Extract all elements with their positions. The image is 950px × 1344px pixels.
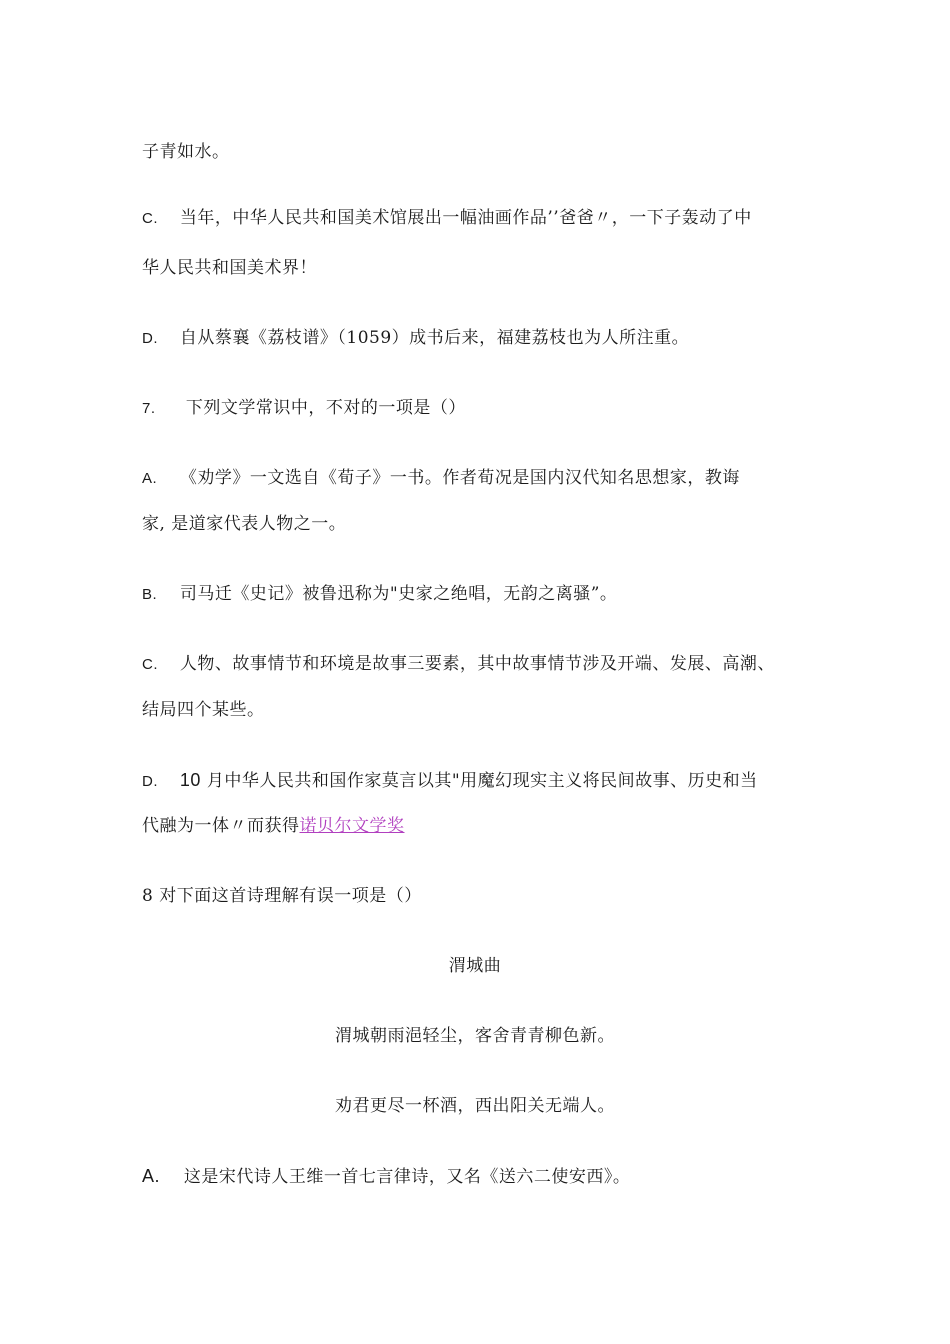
option-label: D. (142, 330, 158, 347)
question-number: 7. (142, 400, 156, 417)
option-d2 (142, 768, 758, 794)
poem-line-text: 劝君更尽一杯酒，西出阳关无端人。 (335, 1096, 615, 1116)
option-b (142, 582, 617, 607)
nobel-prize-link[interactable]: 诺贝尔文学奖 (299, 816, 405, 836)
option-text: 《劝学》一文选自《荀子》一书。作者荀况是国内汉代知名思想家，教诲 (179, 468, 740, 488)
option-d (142, 326, 689, 351)
poem-title-text: 渭城曲 (448, 956, 502, 976)
option-text: 家, 是道家代表人物之一。 (142, 514, 347, 534)
text-line (142, 140, 230, 164)
option-text: 华人民共和国美术界！ (142, 258, 317, 278)
option-label: A. (142, 1166, 161, 1186)
option-label: C. (142, 656, 158, 673)
option-text: 月中华人民共和国作家莫言以其"用魔幻现实主义将民间故事、历史和当 (206, 771, 758, 791)
option-text: 代融为一体〃而获得 (142, 816, 300, 836)
poem-line (0, 1024, 950, 1048)
question-text: 下列文学常识中，不对的一项是（） (185, 398, 466, 418)
question-8 (142, 884, 422, 908)
option-c2-continued (142, 698, 265, 722)
option-text: 当年，中华人民共和国美术馆展出一幅油画作品’’爸爸〃，一下子轰动了中 (179, 208, 752, 228)
option-a2 (142, 1164, 630, 1189)
question-text: 8 对下面这首诗理解有误一项是（） (142, 886, 422, 906)
poem-line-text: 渭城朝雨浥轻尘，客舍青青柳色新。 (335, 1026, 615, 1046)
option-label: C. (142, 210, 158, 227)
option-text: 司马迁《史记》被鲁迅称为"史家之绝唱，无韵之离骚”。 (179, 584, 618, 604)
option-a-continued (142, 512, 346, 536)
option-c-continued (142, 256, 317, 280)
option-text: 结局四个某些。 (142, 700, 265, 720)
option-a (142, 466, 740, 491)
text-content: 子青如水。 (142, 142, 230, 162)
option-label: A. (142, 470, 158, 487)
option-text: 自从蔡襄《荔枝谱》（1059）成书后来，福建荔枝也为人所注重。 (179, 328, 690, 348)
year-number: 10 (179, 770, 201, 790)
option-c2 (142, 652, 775, 677)
poem-title (0, 954, 950, 978)
option-text: 人物、故事情节和环境是故事三要素，其中故事情节涉及开端、发展、高潮、 (179, 654, 775, 674)
option-label: B. (142, 586, 158, 603)
option-c (142, 206, 752, 231)
option-text: 这是宋代诗人王维一首七言律诗，又名《送六二使安西》。 (183, 1167, 631, 1187)
question-7 (142, 396, 466, 421)
option-label: D. (142, 773, 158, 790)
option-d2-continued (142, 814, 405, 838)
poem-line (0, 1094, 950, 1118)
